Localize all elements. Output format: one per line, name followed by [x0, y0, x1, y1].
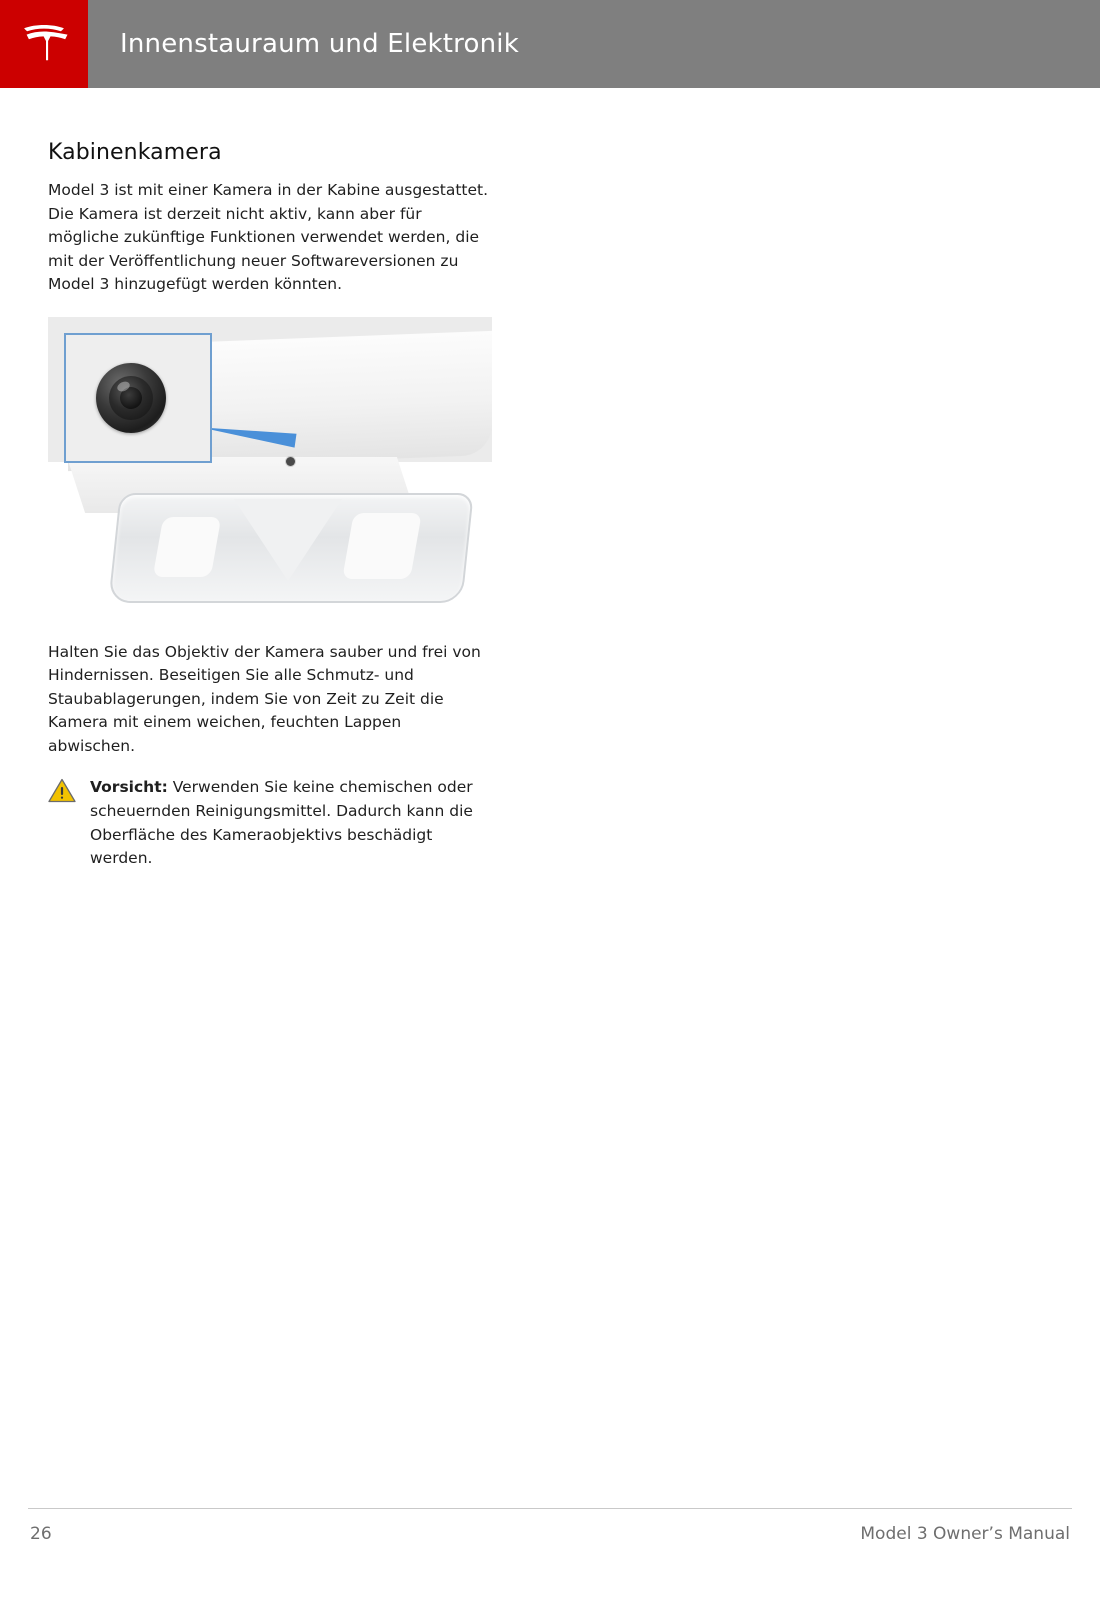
warning-triangle-icon: [48, 776, 78, 807]
paragraph-intro: Model 3 ist mit einer Kamera in der Kabine ausgestattet. Die Kamera ist derzeit nicht aktiv, kann aber für mögliche zukünftige Funktionen verwendet werden, die mit der Veröffentlichung neuer Softwareversionen zu Model 3 hinzugefügt werden könnten.: [48, 181, 489, 294]
mirror-glass-notch-right: [342, 513, 422, 579]
section-heading: Kabinenkamera: [48, 140, 222, 165]
footer-divider: [28, 1508, 1072, 1509]
mirror-glass-shape: [234, 499, 342, 581]
page-content: [0, 88, 1100, 1508]
paragraph-cleaning: Halten Sie das Objektiv der Kamera sauber und frei von Hindernissen. Beseitigen Sie alle Schmutz- und Staubablagerungen, indem Sie von Zeit zu Zeit die Kamera mit einem weichen, feuchten Lappen abwischen.: [48, 642, 481, 755]
caution-label: Vorsicht:: [90, 778, 168, 797]
camera-lens-icon: [96, 363, 166, 433]
page-number: 26: [30, 1524, 52, 1544]
page-header: [0, 0, 1100, 88]
camera-zoom-inset: [64, 333, 212, 463]
cabin-camera-figure: [48, 317, 492, 617]
manual-title: Model 3 Owner’s Manual: [860, 1524, 1070, 1544]
text-column: [48, 140, 492, 871]
caution-note-text: [90, 776, 492, 870]
page-footer: [0, 1508, 1100, 1600]
mirror-glass-notch-left: [153, 517, 222, 577]
camera-lens-inner: [109, 376, 153, 420]
camera-location-dot: [286, 457, 295, 466]
caution-body: Verwenden Sie keine chemischen oder scheuernden Reinigungsmittel. Dadurch kann die Oberfläche des Kameraobjektivs beschädigt werden.: [90, 778, 473, 868]
tesla-logo: [0, 0, 88, 88]
page-title: Innenstauraum und Elektronik: [120, 29, 519, 59]
caution-note: [48, 776, 492, 870]
